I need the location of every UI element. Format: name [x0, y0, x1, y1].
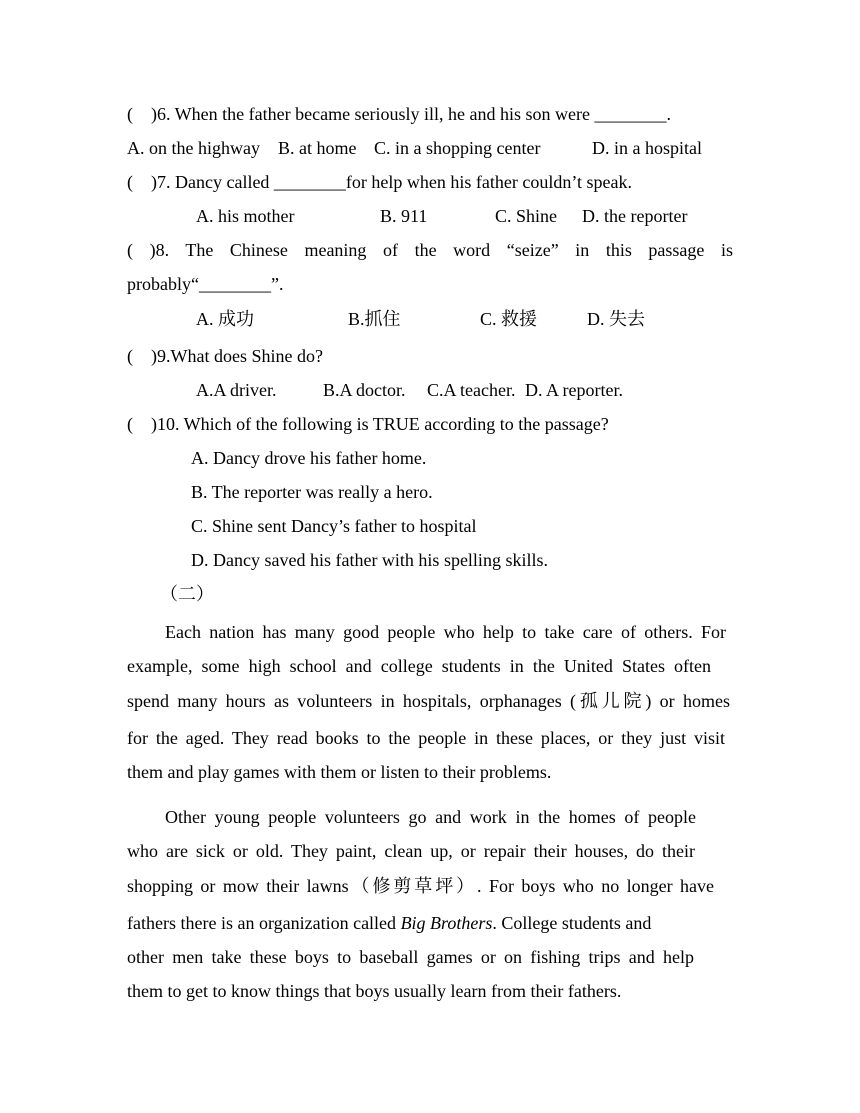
- passage-1-line-3: spend many hours as volunteers in hospitals, orphanages (孤儿院) or homes: [127, 691, 730, 711]
- question-8-option-c: C. 救援: [480, 309, 538, 329]
- passage-1-line-5: them and play games with them or listen to their problems.: [127, 762, 552, 782]
- question-7-option-b: B. 911: [380, 206, 428, 226]
- section-heading: （二）: [160, 584, 214, 604]
- question-10-option-c: C. Shine sent Dancy’s father to hospital: [191, 516, 477, 536]
- question-9-option-d: D. A reporter.: [525, 380, 623, 400]
- passage-2-line-4-start: fathers there is an organization called: [127, 913, 401, 933]
- question-9-option-b: B.A doctor.: [323, 380, 406, 400]
- question-6-option-a: A. on the highway: [127, 138, 260, 158]
- passage-2-line-2: who are sick or old. They paint, clean up, or repair their houses, do their: [127, 841, 695, 861]
- passage-2-line-4-end: . College students and: [492, 913, 652, 933]
- question-8-option-a: A. 成功: [196, 309, 254, 329]
- passage-1-line-1: Each nation has many good people who help to take care of others. For: [165, 622, 726, 642]
- question-7-stem: ( )7. Dancy called ________for help when his father couldn’t speak.: [127, 172, 633, 192]
- passage-1-line-2: example, some high school and college students in the United States often: [127, 656, 711, 676]
- passage-2-line-6: them to get to know things that boys usually learn from their fathers.: [127, 981, 622, 1001]
- organization-name-big-brothers: Big Brothers: [400, 913, 493, 933]
- question-6-stem: ( )6. When the father became seriously ill, he and his son were ________.: [127, 104, 672, 124]
- passage-2-line-1: Other young people volunteers go and work in the homes of people: [165, 807, 696, 827]
- question-8-option-d: D. 失去: [587, 309, 645, 329]
- passage-2-line-3: shopping or mow their lawns（修剪草坪）. For boys who no longer have: [127, 876, 714, 896]
- question-7-option-c: C. Shine: [495, 206, 558, 226]
- question-6-option-d: D. in a hospital: [592, 138, 702, 158]
- passage-2-line-4: [127, 912, 651, 934]
- question-10-option-a: A. Dancy drove his father home.: [191, 448, 427, 468]
- question-10-stem: ( )10. Which of the following is TRUE according to the passage?: [127, 414, 609, 434]
- question-8-stem-line-1: ( )8. The Chinese meaning of the word “seize” in this passage is: [127, 240, 733, 260]
- question-7-option-a: A. his mother: [196, 206, 295, 226]
- question-8-option-b: B.抓住: [348, 309, 401, 329]
- question-7-option-d: D. the reporter: [582, 206, 688, 226]
- question-10-option-b: B. The reporter was really a hero.: [191, 482, 433, 502]
- question-6-option-c: C. in a shopping center: [374, 138, 541, 158]
- question-6-option-b: B. at home: [278, 138, 357, 158]
- question-9-stem: ( )9.What does Shine do?: [127, 346, 323, 366]
- passage-2-line-5: other men take these boys to baseball games or on fishing trips and help: [127, 947, 694, 967]
- question-9-option-c: C.A teacher.: [427, 380, 516, 400]
- question-10-option-d: D. Dancy saved his father with his spelling skills.: [191, 550, 548, 570]
- question-9-option-a: A.A driver.: [196, 380, 277, 400]
- passage-1-line-4: for the aged. They read books to the people in these places, or they just visit: [127, 728, 725, 748]
- question-8-stem-line-2: probably“________”.: [127, 274, 284, 294]
